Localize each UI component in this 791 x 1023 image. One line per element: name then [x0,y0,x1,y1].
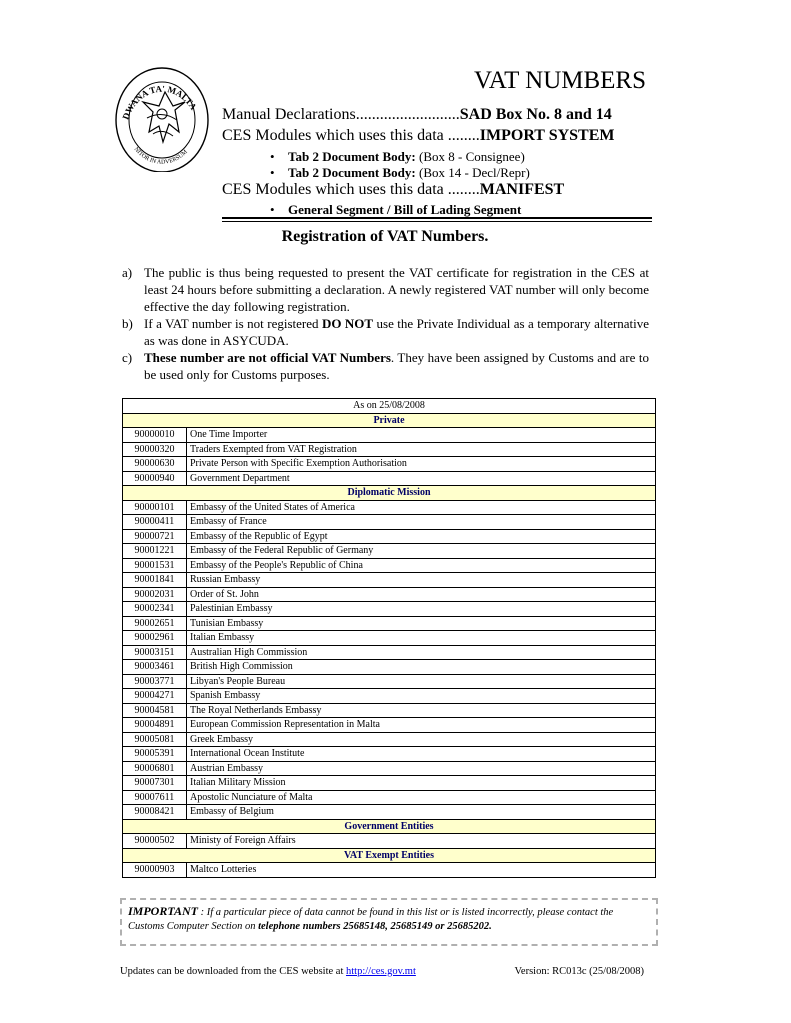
entity-name-cell: Spanish Embassy [187,689,656,704]
table-row [123,674,656,689]
vat-numbers-table [122,398,656,878]
vat-code-cell: 90004271 [123,689,187,704]
version-label: Version: RC013c (25/08/2008) [514,966,644,977]
table-row [123,544,656,559]
instructions-list [122,264,649,383]
vat-code-cell: 90000502 [123,834,187,849]
entity-name-cell: Embassy of the People's Republic of China [187,558,656,573]
vat-code-cell: 90000320 [123,442,187,457]
vat-code-cell: 90007611 [123,790,187,805]
table-row [123,587,656,602]
footer-updates: Updates can be downloaded from the CES website at http://ces.gov.mt [120,966,416,977]
table-row [123,732,656,747]
vat-code-cell: 90005391 [123,747,187,762]
table-row [123,471,656,486]
table-row [123,515,656,530]
entity-name-cell: Australian High Commission [187,645,656,660]
table-row [123,761,656,776]
vat-code-cell: 90002341 [123,602,187,617]
entity-name-cell: Traders Exempted from VAT Registration [187,442,656,457]
vat-code-cell: 90003151 [123,645,187,660]
table-row [123,805,656,820]
section-header-row [123,413,656,428]
table-row [123,790,656,805]
entity-name-cell: British High Commission [187,660,656,675]
vat-code-cell: 90005081 [123,732,187,747]
entity-name-cell: Italian Military Mission [187,776,656,791]
entity-name-cell: Embassy of the United States of America [187,500,656,515]
table-row [123,631,656,646]
customs-seal-logo [113,62,211,172]
vat-code-cell: 90006801 [123,761,187,776]
vat-code-cell: 90000903 [123,863,187,878]
vat-code-cell: 90001841 [123,573,187,588]
table-row [123,616,656,631]
table-row [123,689,656,704]
entity-name-cell: Italian Embassy [187,631,656,646]
table-row [123,863,656,878]
table-row [123,602,656,617]
section-header: Government Entities [123,819,656,834]
ces-modules-import-line: CES Modules which uses this data ........IMPORT SYSTEM [222,127,615,144]
bullet-item: • Tab 2 Document Body: (Box 14 - Decl/Repr) [270,165,530,180]
section-header-row [123,486,656,501]
vat-code-cell: 90004891 [123,718,187,733]
entity-name-cell: Maltco Lotteries [187,863,656,878]
entity-name-cell: One Time Importer [187,428,656,443]
manual-declarations-line: Manual Declarations..........................SAD Box No. 8 and 14 [222,106,612,123]
vat-code-cell: 90002651 [123,616,187,631]
svg-text:NITOR IN ADVERSUM: NITOR IN ADVERSUM [132,146,189,166]
table-row [123,442,656,457]
vat-code-cell: 90002031 [123,587,187,602]
section-header-row [123,848,656,863]
entity-name-cell: The Royal Netherlands Embassy [187,703,656,718]
as-on-date: As on 25/08/2008 [123,399,656,414]
vat-code-cell: 90001531 [123,558,187,573]
section-header: Private [123,413,656,428]
table-row [123,428,656,443]
table-row [123,558,656,573]
entity-name-cell: Palestinian Embassy [187,602,656,617]
entity-name-cell: Embassy of France [187,515,656,530]
entity-name-cell: Embassy of the Federal Republic of Germany [187,544,656,559]
vat-code-cell: 90002961 [123,631,187,646]
entity-name-cell: Embassy of Belgium [187,805,656,820]
vat-code-cell: 90000940 [123,471,187,486]
registration-title: Registration of VAT Numbers. [281,228,489,245]
entity-name-cell: Libyan's People Bureau [187,674,656,689]
entity-name-cell: International Ocean Institute [187,747,656,762]
table-row [123,834,656,849]
entity-name-cell: Embassy of the Republic of Egypt [187,529,656,544]
entity-name-cell: Austrian Embassy [187,761,656,776]
ces-modules-manifest-line: CES Modules which uses this data ........MANIFEST [222,181,565,198]
instruction-b: b) If a VAT number is not registered DO NOT use the Private Individual as a temporary alternative as was done in ASYCUDA. [122,316,649,348]
table-row [123,529,656,544]
vat-code-cell: 90008421 [123,805,187,820]
vat-code-cell: 90007301 [123,776,187,791]
table-row [123,660,656,675]
table-row [123,500,656,515]
entity-name-cell: Greek Embassy [187,732,656,747]
header-divider [222,217,652,219]
vat-code-cell: 90001221 [123,544,187,559]
instruction-a: a) The public is thus being requested to present the VAT certificate for registration in the CES at least 24 hours before submitting a declaration. A newly registered VAT number will only become effective the day following registration. [122,265,649,314]
vat-code-cell: 90004581 [123,703,187,718]
vat-code-cell: 90000721 [123,529,187,544]
entity-name-cell: Russian Embassy [187,573,656,588]
ces-website-link[interactable]: http://ces.gov.mt [345,966,416,977]
entity-name-cell: Apostolic Nunciature of Malta [187,790,656,805]
section-header: Diplomatic Mission [123,486,656,501]
table-row [123,718,656,733]
entity-name-cell: Ministy of Foreign Affairs [187,834,656,849]
vat-code-cell: 90000101 [123,500,187,515]
entity-name-cell: Private Person with Specific Exemption Authorisation [187,457,656,472]
vat-code-cell: 90000630 [123,457,187,472]
entity-name-cell: Order of St. John [187,587,656,602]
instruction-c: c) These number are not official VAT Numbers. They have been assigned by Customs and are to be used only for Customs purposes. [122,350,649,382]
entity-name-cell: Government Department [187,471,656,486]
bullet-item: • General Segment / Bill of Lading Segment [270,202,522,217]
table-row [123,573,656,588]
table-row [123,703,656,718]
entity-name-cell: Tunisian Embassy [187,616,656,631]
svg-text:DWANA TA' MALTA: DWANA TA' MALTA [120,83,199,121]
important-label: IMPORTANT [128,904,199,918]
vat-code-cell: 90000010 [123,428,187,443]
table-row [123,747,656,762]
vat-code-cell: 90003771 [123,674,187,689]
section-header: VAT Exempt Entities [123,848,656,863]
bullet-item: • Tab 2 Document Body: (Box 8 - Consignee) [270,149,525,164]
table-row [123,645,656,660]
header-divider-thin [222,221,652,222]
as-on-row [123,399,656,414]
table-row [123,776,656,791]
vat-code-cell: 90000411 [123,515,187,530]
entity-name-cell: European Commission Representation in Malta [187,718,656,733]
page-title: VAT NUMBERS [473,67,646,94]
table-row [123,457,656,472]
vat-code-cell: 90003461 [123,660,187,675]
section-header-row [123,819,656,834]
important-notice: IMPORTANT : If a particular piece of data cannot be found in this list or is listed incorrectly, please contact the Customs Computer Section on telephone numbers 25685148, 25685149 or 25685202. [120,898,658,946]
